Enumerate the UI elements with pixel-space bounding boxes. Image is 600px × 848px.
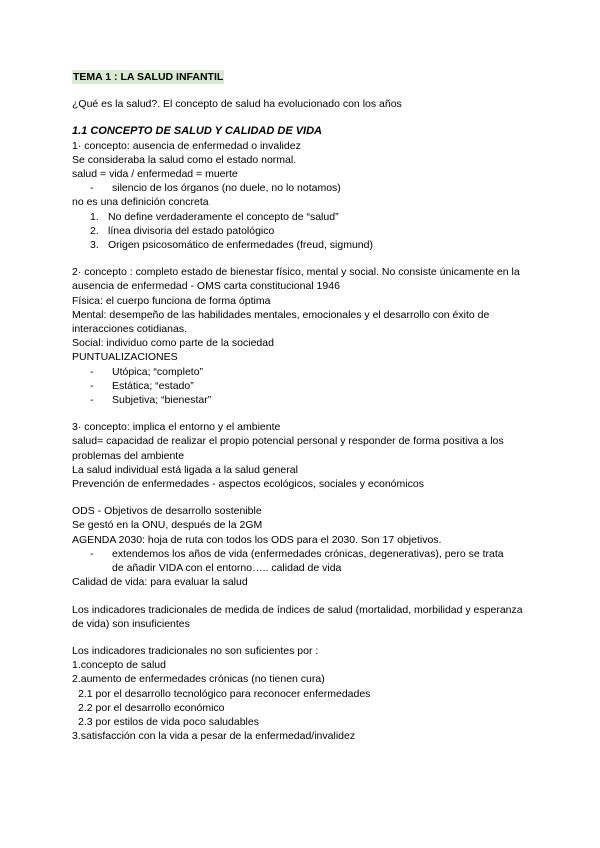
concept-3-title: 3· concepto: implica el entorno y el ambiente [72, 421, 281, 434]
bullet-continuation: de añadir VIDA con el entorno….. calidad de vida [112, 562, 342, 575]
document-title: TEMA 1 : LA SALUD INFANTIL [73, 71, 224, 83]
concept-1-line: no es una definición concreta [72, 196, 209, 209]
concept-1-line: Se consideraba la salud como el estado normal. [72, 153, 297, 166]
indicators-intro: Los indicadores tradicionales no son suficientes por : [72, 644, 319, 657]
intro-text: ¿Qué es la salud?. El concepto de salud ha evolucionado con los años [72, 98, 402, 111]
concept-2-title: 2· concepto : completo estado de bienestar físico, mental y social. No consiste únicamente en la ausencia de enfermedad - OMS carta constitucional 1946 [72, 266, 520, 293]
dash-marker: - [90, 182, 94, 195]
concept-2-social: Social: individuo como parte de la sociedad [72, 337, 274, 350]
concept-1-line: salud = vida / enfermedad = muerte [72, 168, 238, 181]
indicator-subitem: 2.2 por el desarrollo económico [78, 701, 225, 714]
bullet-item: - Subjetiva; “bienestar” [90, 394, 212, 407]
ods-line: AGENDA 2030: hoja de ruta con todos los ODS para el 2030. Son 17 objetivos. [72, 533, 442, 546]
concept-3-salud: salud= capacidad de realizar el propio potencial personal y responder de forma positiva a los problemas del ambiente [72, 435, 504, 462]
indicators-paragraph: Los indicadores tradicionales de medida de índices de salud (mortalidad, morbilidad y esperanza de vida) son insuficientes [72, 603, 523, 630]
bullet-item: - Estática; “estado” [90, 379, 194, 392]
indicator-item: 3.satisfacción con la vida a pesar de la enfermedad/invalidez [72, 730, 356, 743]
ods-line: Se gestó en la ONU, después de la 2GM [72, 519, 263, 532]
concept-2-fisica: Física: el cuerpo funciona de forma óptima [72, 294, 271, 307]
numbered-item: 1. No define verdaderamente el concepto de “salud” [90, 210, 339, 223]
bullet-item: - extendemos los años de vida (enfermedades crónicas, degenerativas), pero se trata [90, 547, 504, 560]
concept-1-title: 1· concepto: ausencia de enfermedad o invalidez [72, 139, 301, 152]
ods-title: ODS - Objetivos de desarrollo sostenible [72, 505, 262, 518]
document-page [72, 70, 532, 743]
indicator-subitem: 2.1 por el desarrollo tecnológico para reconocer enfermedades [78, 687, 371, 700]
concept-3-line: La salud individual está ligada a la salud general [72, 463, 298, 476]
indicator-item: 2.aumento de enfermedades crónicas (no tienen cura) [72, 673, 325, 686]
bullet-item: - silencio de los órganos (no duele, no lo notamos) [90, 182, 341, 195]
indicator-subitem: 2.3 por estilos de vida poco saludables [78, 715, 259, 728]
bullet-item: - Utópica; “completo” [90, 365, 204, 378]
concept-2-mental: Mental: desempeño de las habilidades mentales, emocionales y el desarrollo con éxito de interacciones cotidianas. [72, 308, 490, 336]
indicator-item: 1.concepto de salud [72, 659, 166, 672]
ods-line: Calidad de vida: para evaluar la salud [72, 576, 248, 589]
section-heading: 1.1 CONCEPTO DE SALUD Y CALIDAD DE VIDA [72, 125, 322, 138]
numbered-item: 3. Origen psicosomático de enfermedades (freud, sigmund) [90, 239, 373, 252]
numbered-item: 2. línea divisoria del estado patológico [90, 224, 275, 237]
concept-3-line: Prevención de enfermedades - aspectos ecológicos, sociales y económicos [72, 478, 424, 491]
puntualizaciones-label: PUNTUALIZACIONES [72, 351, 178, 364]
